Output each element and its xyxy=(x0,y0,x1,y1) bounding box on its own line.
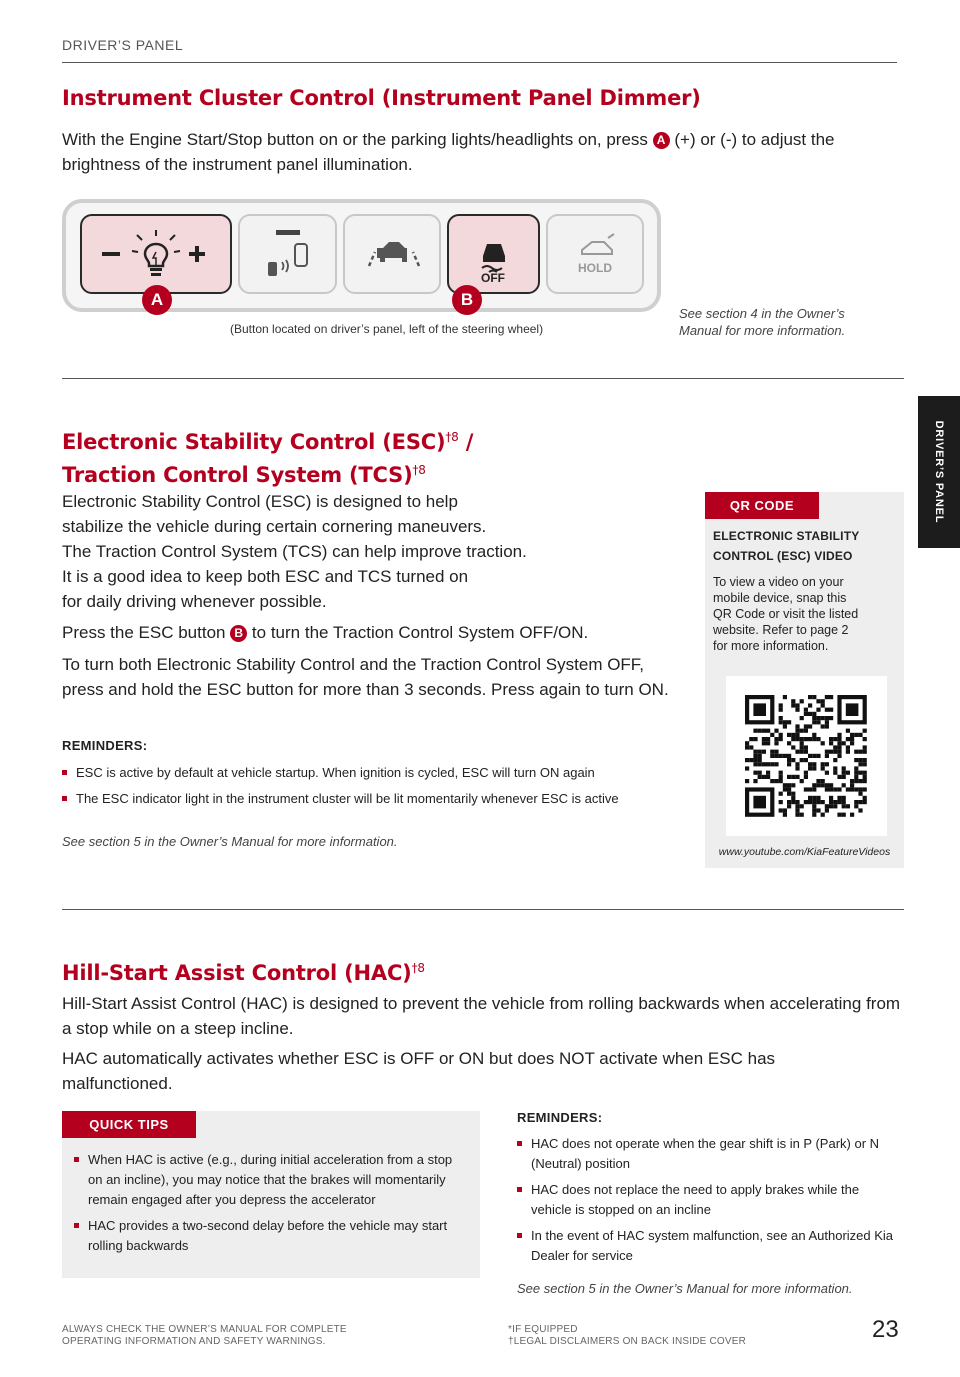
qr-title-l2: CONTROL (ESC) VIDEO xyxy=(713,549,853,563)
qr-code-image xyxy=(726,676,887,836)
label-b: B xyxy=(452,285,482,315)
qr-title-l1: ELECTRONIC STABILITY xyxy=(713,529,860,543)
section3-note: See section 5 in the Owner’s Manual for more information. xyxy=(517,1281,853,1296)
list-item: When HAC is active (e.g., during initial acceleration from a stop on an incline), you may notice that the brakes will momentarily remain engaged after you depress the accelerator xyxy=(74,1150,470,1210)
section3-para2-l1: HAC automatically activates whether ESC is OFF or ON but does NOT activate when ESC has xyxy=(62,1049,776,1068)
panel-caption: (Button located on driver’s panel, left of the steering wheel) xyxy=(230,322,544,336)
section2-para1-l3: The Traction Control System (TCS) can help improve traction. xyxy=(62,542,527,561)
side-tab-label: DRIVER’S PANEL xyxy=(933,420,945,524)
section3-title xyxy=(62,954,425,987)
lane-assist-button xyxy=(343,214,441,294)
section1-body-pre: With the Engine Start/Stop button on or the parking lights/headlights on, press xyxy=(62,130,653,149)
footer-mid-l1: *IF EQUIPPED xyxy=(508,1324,578,1335)
dimmer-bulb-icon xyxy=(82,216,230,292)
section2-title-l1-sup: †8 xyxy=(445,430,459,444)
badge-b: B xyxy=(230,625,247,642)
auto-hold-button xyxy=(546,214,644,294)
qr-title xyxy=(713,526,859,566)
list-item: HAC does not replace the need to apply brakes while the vehicle is stopped on an incline xyxy=(517,1180,897,1220)
section1-note-line1: See section 4 in the Owner’s xyxy=(679,306,845,321)
section2-para3-l2: press and hold the ESC button for more than 3 seconds. Press again to turn ON. xyxy=(62,680,669,699)
section2-para2-post: to turn the Traction Control System OFF/ON. xyxy=(247,623,589,642)
section3-para1 xyxy=(62,991,900,1041)
divider-2 xyxy=(62,909,904,910)
section2-title-l1: Electronic Stability Control (ESC) xyxy=(62,430,446,454)
list-item: HAC does not operate when the gear shift is in P (Park) or N (Neutral) position xyxy=(517,1134,897,1174)
qr-body-l4: website. Refer to page 2 xyxy=(713,623,849,637)
footer-mid-l2: †LEGAL DISCLAIMERS ON BACK INSIDE COVER xyxy=(508,1336,747,1347)
badge-a: A xyxy=(653,132,670,149)
qr-url[interactable]: www.youtube.com/KiaFeatureVideos xyxy=(718,846,891,858)
section2-reminders-list xyxy=(62,763,682,815)
section1-body-post: (+) or (-) to adjust the brightness of the instrument panel illumination. xyxy=(62,130,835,174)
section3-title-text: Hill-Start Assist Control (HAC) xyxy=(62,961,412,985)
header-label: DRIVER’S PANEL xyxy=(62,37,184,53)
esc-off-icon xyxy=(449,216,538,292)
section1-note-line2: Manual for more information. xyxy=(679,323,846,338)
section2-para2 xyxy=(62,620,588,645)
footer-left-l2: OPERATING INFORMATION AND SAFETY WARNINGS. xyxy=(62,1336,326,1347)
header-rule xyxy=(62,62,897,63)
section3-para1-l2: a stop while on a steep incline. xyxy=(62,1019,294,1038)
section2-para3-l1: To turn both Electronic Stability Control and the Traction Control System OFF, xyxy=(62,655,645,674)
qr-code-frame xyxy=(726,676,887,836)
section2-title-slash: / xyxy=(458,430,474,454)
section3-reminders-list xyxy=(517,1134,897,1272)
section2-para1-l4: It is a good idea to keep both ESC and TCS turned on xyxy=(62,567,469,586)
label-a: A xyxy=(142,285,172,315)
list-item: ESC is active by default at vehicle startup. When ignition is cycled, ESC will turn ON again xyxy=(62,763,682,783)
footer-left-l1: ALWAYS CHECK THE OWNER’S MANUAL FOR COMPLETE xyxy=(62,1324,347,1335)
section2-title-l2-sup: †8 xyxy=(412,463,426,477)
parking-sensor-button xyxy=(238,214,337,294)
section3-para2-l2: malfunctioned. xyxy=(62,1074,173,1093)
section2-para3 xyxy=(62,652,669,702)
footer-left xyxy=(62,1324,347,1348)
section1-note xyxy=(679,305,845,339)
section2-reminders-title: REMINDERS: xyxy=(62,738,148,753)
section3-title-sup: †8 xyxy=(411,961,425,975)
list-item: The ESC indicator light in the instrument cluster will be lit momentarily whenever ESC is active xyxy=(62,789,682,809)
qr-body xyxy=(713,574,858,654)
section1-title: Instrument Cluster Control (Instrument Panel Dimmer) xyxy=(62,86,701,110)
qr-body-l5: for more information. xyxy=(713,639,829,653)
page-number: 23 xyxy=(872,1316,899,1343)
qr-body-l2: mobile device, snap this xyxy=(713,591,847,605)
footer-mid xyxy=(508,1324,746,1348)
section2-para1-l5: for daily driving whenever possible. xyxy=(62,592,327,611)
section2-para1-l2: stabilize the vehicle during certain cornering maneuvers. xyxy=(62,517,487,536)
qr-body-l3: QR Code or visit the listed xyxy=(713,607,859,621)
section2-para1 xyxy=(62,489,527,614)
divider-1 xyxy=(62,378,904,379)
section2-para2-pre: Press the ESC button xyxy=(62,623,231,642)
esc-off-text: OFF xyxy=(481,271,505,285)
auto-hold-icon xyxy=(548,216,642,292)
section2-note: See section 5 in the Owner’s Manual for more information. xyxy=(62,834,398,849)
section3-para2 xyxy=(62,1046,775,1096)
parking-sensor-icon xyxy=(240,216,335,292)
section1-body xyxy=(62,127,892,177)
hold-text: HOLD xyxy=(578,261,612,275)
section2-title xyxy=(62,423,473,489)
dimmer-button xyxy=(80,214,232,294)
lane-assist-icon xyxy=(345,216,439,292)
section3-reminders-title: REMINDERS: xyxy=(517,1110,603,1125)
section2-para1-l1: Electronic Stability Control (ESC) is designed to help xyxy=(62,492,458,511)
section3-para1-l1: Hill-Start Assist Control (HAC) is designed to prevent the vehicle from rolling backwards when accelerating from xyxy=(62,994,901,1013)
qr-tab: QR CODE xyxy=(705,492,819,519)
quick-tips-list xyxy=(74,1150,470,1262)
esc-off-button xyxy=(447,214,540,294)
list-item: HAC provides a two-second delay before the vehicle may start rolling backwards xyxy=(74,1216,470,1256)
qr-body-l1: To view a video on your xyxy=(713,575,844,589)
side-tab xyxy=(918,396,960,548)
list-item: In the event of HAC system malfunction, see an Authorized Kia Dealer for service xyxy=(517,1226,897,1266)
section2-title-l2: Traction Control System (TCS) xyxy=(62,463,413,487)
quick-tips-tab: QUICK TIPS xyxy=(62,1111,196,1138)
